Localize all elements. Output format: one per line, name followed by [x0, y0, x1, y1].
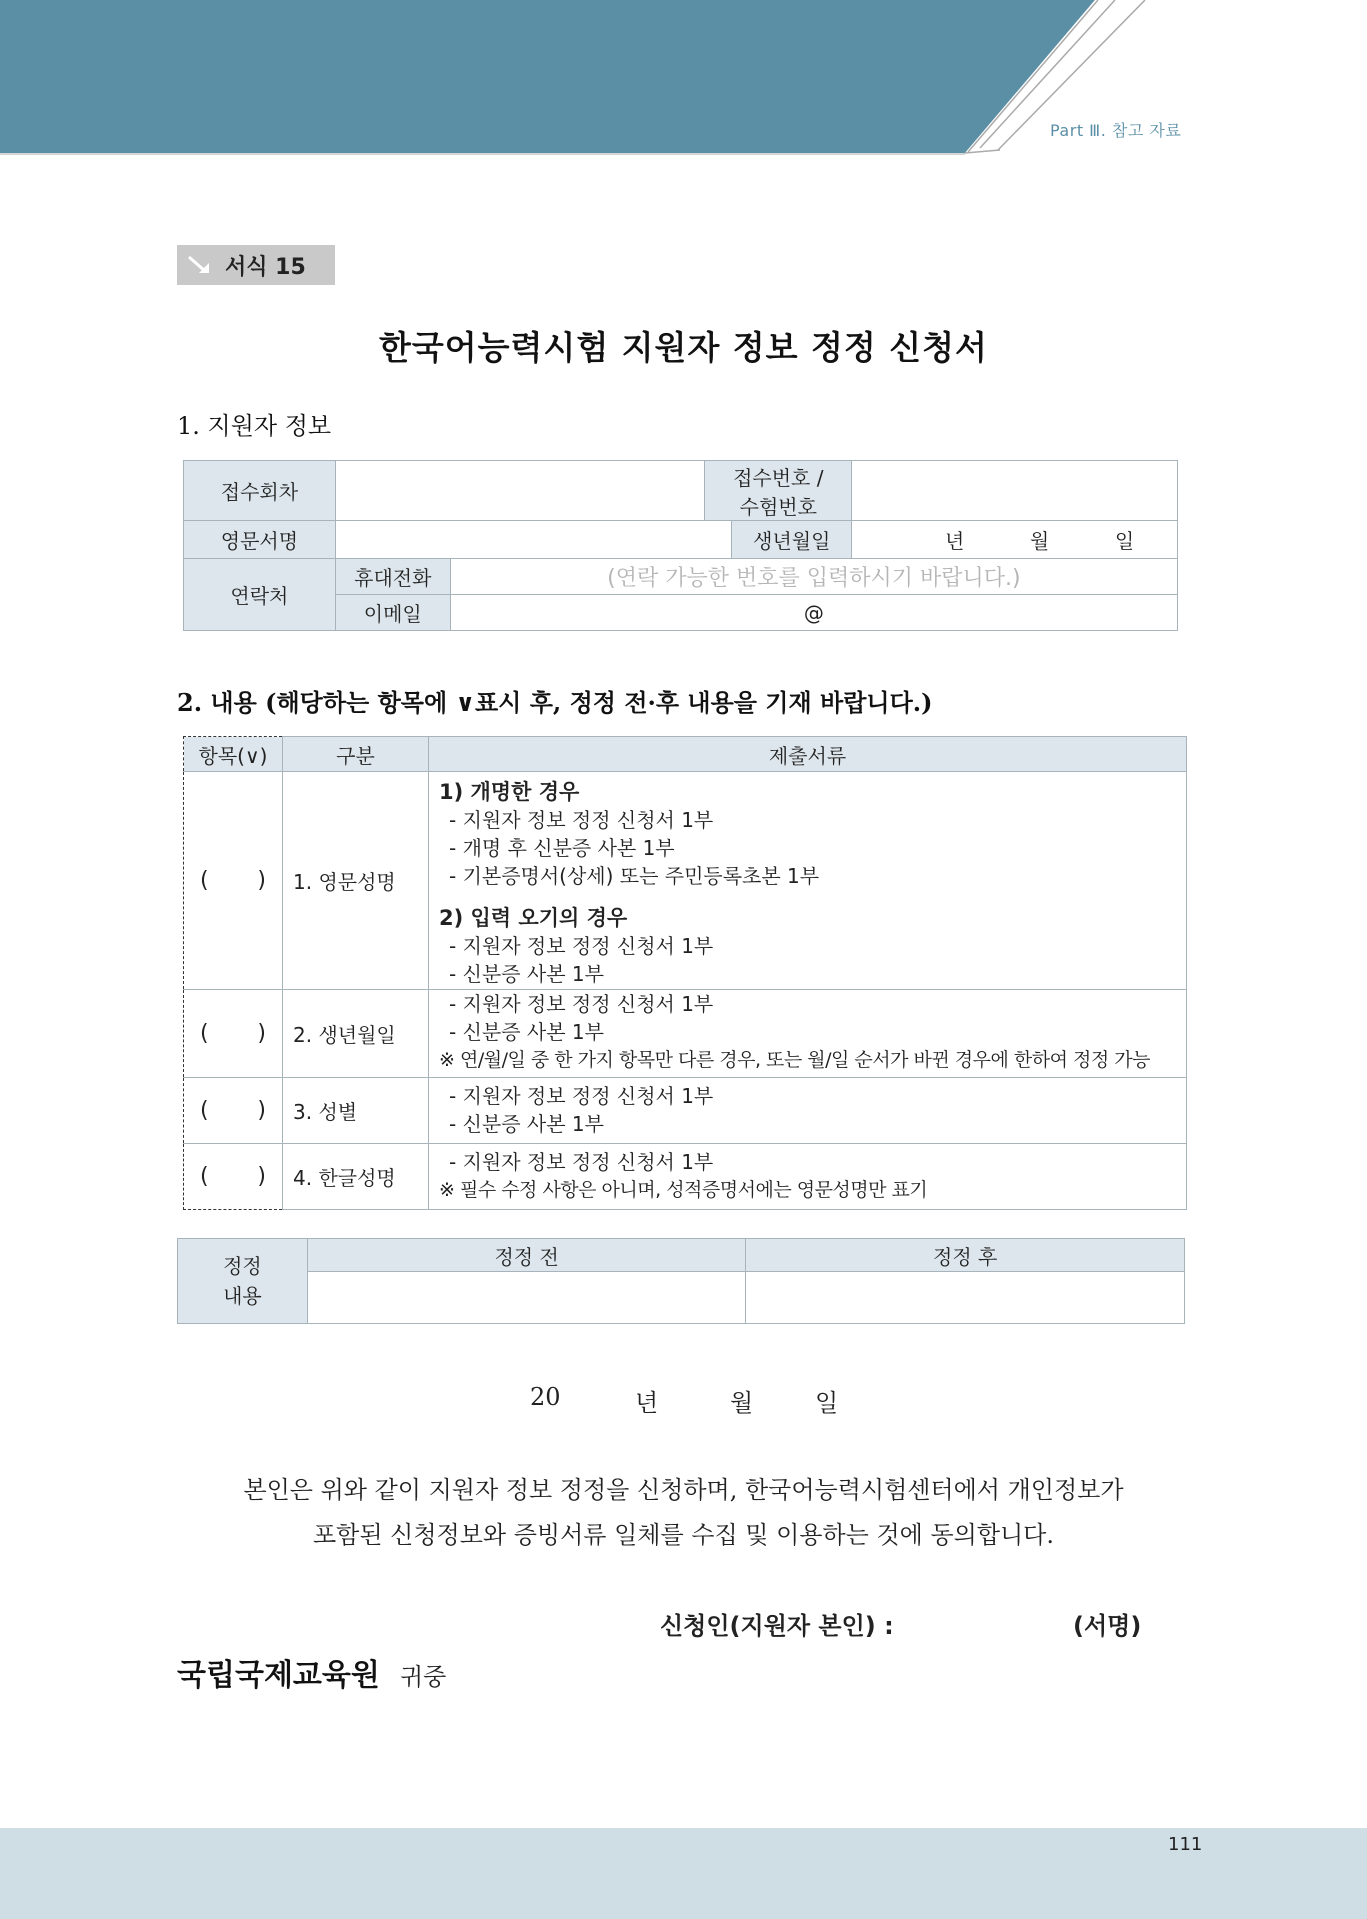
documents-korean-name: [429, 1144, 1187, 1210]
birth-day-label: 일: [1114, 529, 1135, 553]
registration-field[interactable]: [852, 461, 1178, 521]
consent-line-2: 포함된 신청정보와 증빙서류 일체를 수집 및 이용하는 것에 동의합니다.: [313, 1521, 1054, 1549]
consent-line-1: 본인은 위와 같이 지원자 정보 정정을 신청하며, 한국어능력시험센터에서 개인정보가: [243, 1476, 1124, 1504]
doc-item: - 신분증 사본 1부: [449, 962, 604, 986]
note: ※ 필수 수정 사항은 아니며, 성적증명서에는 영문성명만 표기: [439, 1179, 928, 1201]
contact-label: 연락처: [184, 559, 336, 631]
header-category: 구분: [283, 737, 429, 772]
after-correction-field[interactable]: [746, 1272, 1185, 1324]
before-correction-field[interactable]: [307, 1272, 746, 1324]
phone-label: 휴대전화: [335, 559, 450, 595]
arrow-icon: [185, 251, 215, 279]
category-english-name: 1. 영문성명: [283, 772, 429, 990]
paren-open: (: [200, 1164, 209, 1189]
doc-item: - 기본증명서(상세) 또는 주민등록초본 1부: [449, 864, 820, 888]
form-number-badge: [177, 245, 335, 285]
category-gender: 3. 성별: [283, 1078, 429, 1144]
before-correction-header: 정정 전: [307, 1239, 746, 1272]
after-correction-header: 정정 후: [746, 1239, 1185, 1272]
email-at-sign: @: [803, 600, 824, 625]
signature-field[interactable]: (서명): [1073, 1612, 1142, 1640]
doc-item: - 지원자 정보 정정 신청서 1부: [449, 992, 714, 1016]
category-birth-date: 2. 생년월일: [283, 990, 429, 1078]
paren-open: (: [200, 868, 209, 893]
correction-label-line1: 정정: [223, 1254, 262, 1278]
english-name-field[interactable]: [335, 521, 732, 559]
correction-items-table: [183, 736, 1187, 1210]
date-year-label: 년: [635, 1389, 659, 1417]
registration-label-line2: 수험번호: [739, 494, 817, 519]
consent-statement: [0, 1468, 1367, 1558]
checkbox-gender[interactable]: [184, 1078, 283, 1144]
header-band: [0, 0, 1367, 155]
header-documents: 제출서류: [429, 737, 1187, 772]
birth-month-label: 월: [1029, 529, 1050, 553]
english-name-label: 영문서명: [184, 521, 336, 559]
correction-content-label: [178, 1239, 308, 1324]
sub-heading: 2) 입력 오기의 경우: [439, 906, 628, 930]
email-field[interactable]: [450, 595, 1177, 631]
date-century: 20: [530, 1383, 561, 1411]
correction-content-table: [177, 1238, 1185, 1324]
paren-open: (: [200, 1021, 209, 1046]
paren-close: ): [257, 868, 266, 893]
birth-date-field[interactable]: [852, 521, 1178, 559]
checkbox-korean-name[interactable]: [184, 1144, 283, 1210]
date-day-label: 일: [815, 1389, 839, 1417]
correction-label-line2: 내용: [223, 1284, 262, 1308]
category-korean-name: 4. 한글성명: [283, 1144, 429, 1210]
documents-gender: [429, 1078, 1187, 1144]
doc-item: - 신분증 사본 1부: [449, 1020, 604, 1044]
paren-close: ): [257, 1098, 266, 1123]
honorific: 귀중: [400, 1663, 447, 1691]
doc-item: - 신분증 사본 1부: [449, 1112, 604, 1136]
recipient-institute: 국립국제교육원: [177, 1658, 380, 1693]
doc-item: - 지원자 정보 정정 신청서 1부: [449, 1084, 714, 1108]
note: ※ 연/월/일 중 한 가지 항목만 다른 경우, 또는 월/일 순서가 바뀐 경우에 한하여 정정 가능: [439, 1049, 1150, 1071]
doc-item: - 지원자 정보 정정 신청서 1부: [449, 1150, 714, 1174]
paren-open: (: [200, 1098, 209, 1123]
checkbox-birth-date[interactable]: [184, 990, 283, 1078]
paren-close: ): [257, 1021, 266, 1046]
section-2-title: 2. 내용 (해당하는 항목에 ∨표시 후, 정정 전·후 내용을 기재 바랍니다.): [177, 688, 933, 717]
page-number: 111: [1168, 1834, 1203, 1855]
birth-year-label: 년: [945, 529, 965, 553]
round-label: 접수회차: [184, 461, 336, 521]
birth-date-label: 생년월일: [732, 521, 852, 559]
applicant-label: 신청인(지원자 본인) :: [660, 1612, 894, 1640]
paren-close: ): [257, 1164, 266, 1189]
footer-band: [0, 1828, 1367, 1919]
email-label: 이메일: [335, 595, 450, 631]
doc-item: - 지원자 정보 정정 신청서 1부: [449, 808, 714, 832]
doc-item: - 개명 후 신분증 사본 1부: [449, 836, 675, 860]
documents-english-name: [429, 772, 1187, 990]
document-title: 한국어능력시험 지원자 정보 정정 신청서: [379, 328, 988, 367]
phone-field[interactable]: [450, 559, 1177, 595]
round-field[interactable]: [335, 461, 705, 521]
documents-birth-date: [429, 990, 1187, 1078]
registration-label-line1: 접수번호 /: [733, 465, 824, 490]
date-month-label: 월: [730, 1389, 754, 1417]
applicant-info-table: [183, 460, 1178, 631]
form-number-text: 서식 15: [225, 254, 306, 280]
phone-placeholder: (연락 가능한 번호를 입력하시기 바랍니다.): [607, 566, 1021, 591]
part-label: Part Ⅲ. 참고 자료: [1050, 121, 1182, 140]
header-item: 항목(∨): [184, 737, 283, 772]
section-1-title: 1. 지원자 정보: [177, 412, 332, 440]
doc-item: - 지원자 정보 정정 신청서 1부: [449, 934, 714, 958]
registration-label: [705, 461, 852, 521]
checkbox-english-name[interactable]: [184, 772, 283, 990]
sub-heading: 1) 개명한 경우: [439, 780, 580, 804]
